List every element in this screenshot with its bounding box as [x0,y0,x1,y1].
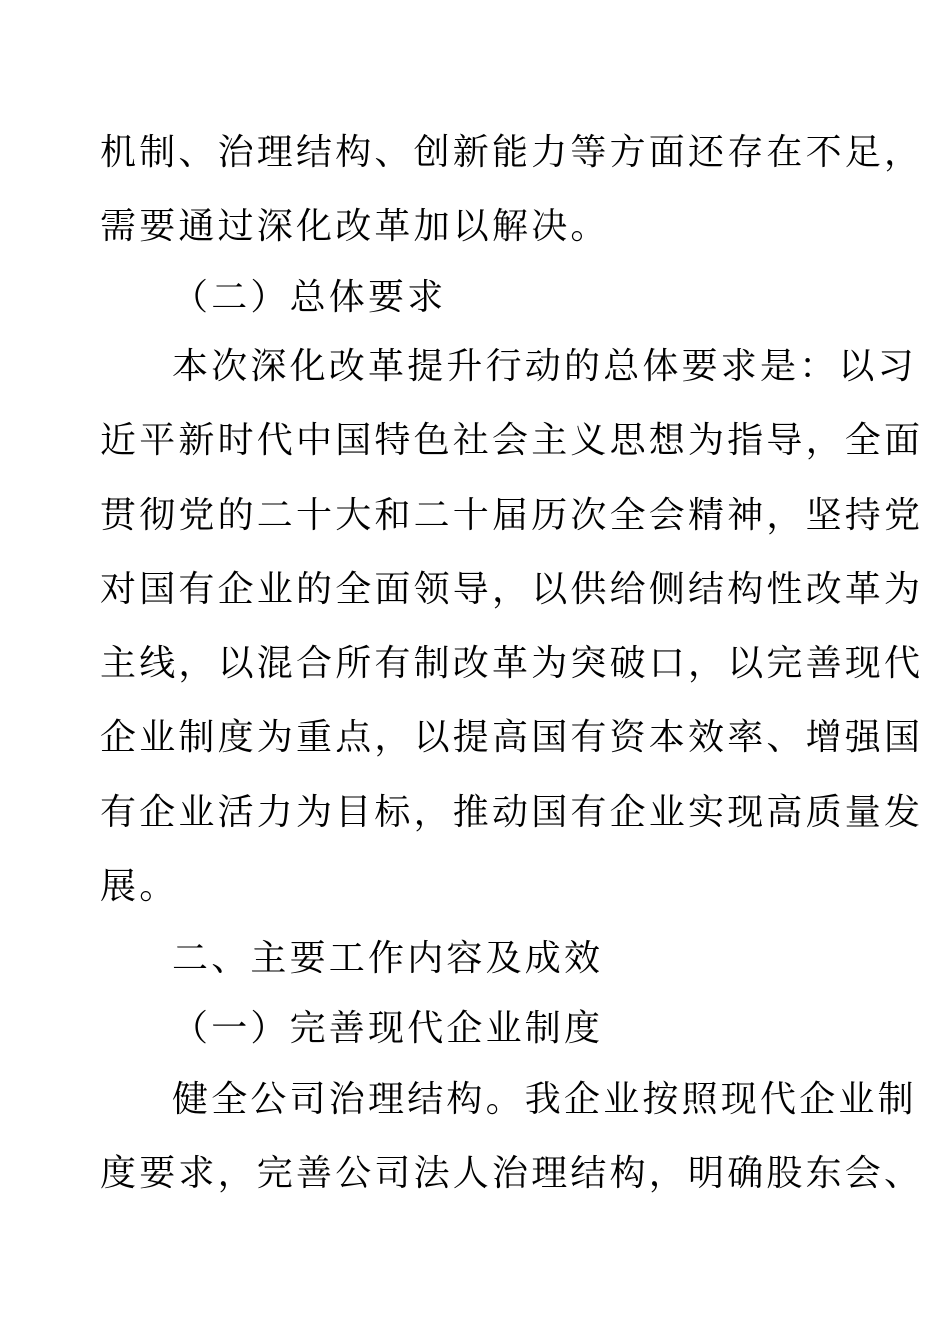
paragraph-line: 度要求，完善公司法人治理结构，明确股东会、 [100,1153,924,1194]
paragraph-line: 机制、治理结构、创新能力等方面还存在不足， [100,132,924,173]
paragraph-line: 健全公司治理结构。我企业按照现代企业制 [172,1079,917,1120]
section-heading: （一）完善现代企业制度 [172,1008,604,1049]
paragraph-line: 本次深化改革提升行动的总体要求是：以习 [172,346,917,387]
paragraph-line: 近平新时代中国特色社会主义思想为指导，全面 [100,420,924,461]
section-heading: （二）总体要求 [172,277,447,318]
paragraph-line: 展。 [100,866,179,907]
paragraph-line: 需要通过深化改革加以解决。 [100,206,610,247]
paragraph-line: 贯彻党的二十大和二十届历次全会精神，坚持党 [100,495,924,536]
chapter-heading: 二、主要工作内容及成效 [172,938,604,979]
paragraph-line: 对国有企业的全面领导，以供给侧结构性改革为 [100,569,924,610]
paragraph-line: 有企业活力为目标，推动国有企业实现高质量发 [100,792,924,833]
paragraph-line: 企业制度为重点，以提高国有资本效率、增强国 [100,717,924,758]
paragraph-line: 主线，以混合所有制改革为突破口，以完善现代 [100,643,924,684]
